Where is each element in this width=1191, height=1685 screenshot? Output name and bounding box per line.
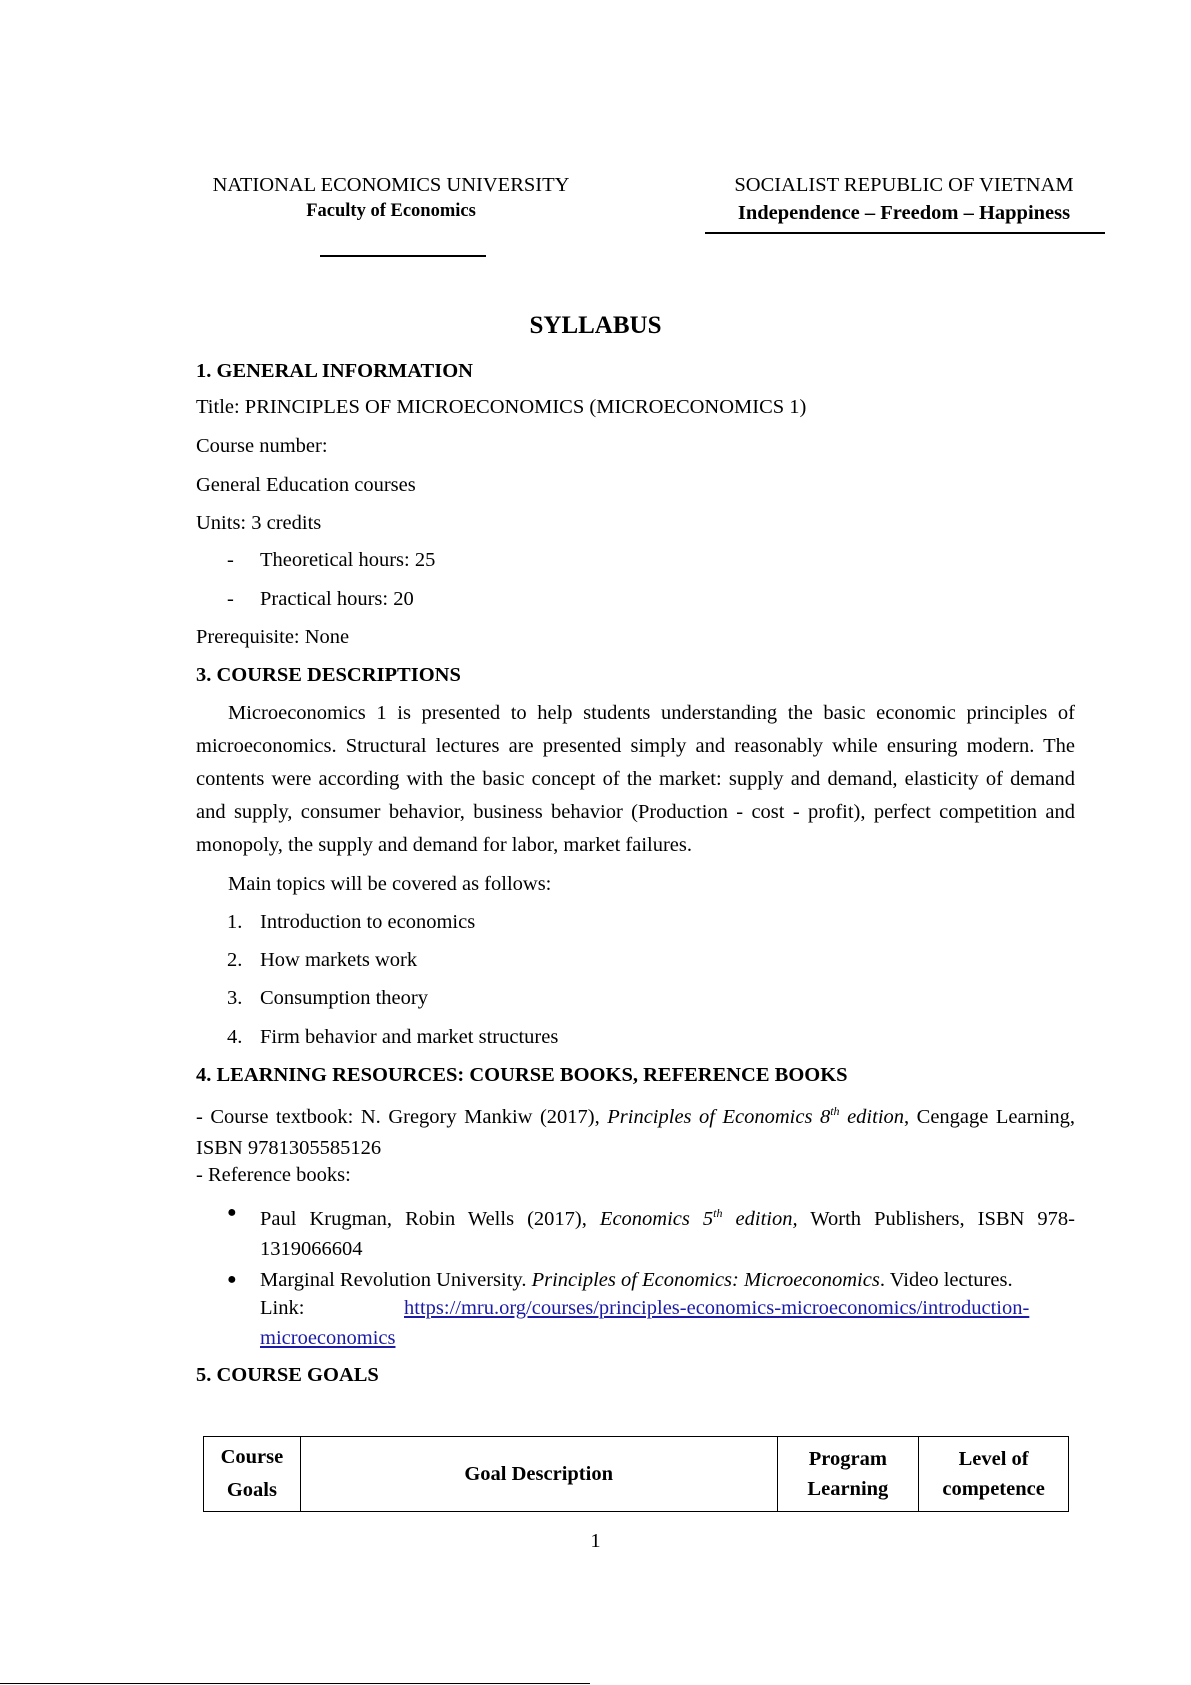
ref2-link-label: Link: [260,1297,305,1319]
bottom-divider [0,1683,590,1684]
reference-item-krugman [260,1198,1075,1264]
section-heading-descriptions: 3. COURSE DESCRIPTIONS [196,664,461,686]
faculty-name: Faculty of Economics [306,201,476,221]
country-name: SOCIALIST REPUBLIC OF VIETNAM [734,174,1074,196]
page-number: 1 [590,1530,601,1552]
ref1-superscript: th [713,1206,723,1220]
textbook-prefix: - Course textbook: N. Gregory Mankiw (2017), [196,1105,608,1128]
textbook-title: Principles of Economics 8 [607,1105,831,1128]
bullet-icon: ● [227,1271,237,1288]
col-course-goals [204,1437,301,1512]
col-course-goals-line2: Goals [226,1479,277,1501]
col-course-goals-line1: Course [220,1446,284,1468]
prerequisite-line: Prerequisite: None [196,626,350,648]
reference-item-mru [260,1265,1075,1295]
course-description-paragraph: Microeconomics 1 is presented to help students understanding the basic economic principles of microeconomics. Structural lectures are presented simply and reasonably while ensuring modern. The contents were according with the basic concept of the market: supply and demand, elasticity of demand and supply, consumer behavior, business behavior (Production - cost - profit), perfect competition and monopoly, the supply and demand for labor, market failures. [196,702,1075,856]
mru-course-link-line1[interactable]: https://mru.org/courses/principles-economics-microeconomics/introduction- [404,1297,1030,1319]
dash-bullet: - [227,588,234,610]
section-heading-goals: 5. COURSE GOALS [196,1364,379,1386]
textbook-superscript: th [830,1104,840,1118]
topic-item: Consumption theory [260,987,428,1009]
textbook-suffix: , Cengage Learning, ISBN 9781305585126 [196,1105,1076,1159]
ref2-prefix: Marginal Revolution University. [260,1269,532,1291]
topic-number: 3. [227,987,243,1009]
bullet-icon: ● [227,1204,237,1221]
mru-course-link-line2[interactable]: microeconomics [260,1327,396,1349]
ref1-title: Economics 5 [599,1207,714,1230]
topic-number: 2. [227,949,243,971]
topic-item: Introduction to economics [260,911,476,933]
national-motto: Independence – Freedom – Happiness [737,202,1071,224]
col-goal-description: Goal Description [300,1437,777,1512]
university-header [196,172,586,224]
course-textbook [196,1096,1075,1164]
col-level-line1: Level of [958,1448,1029,1470]
section-heading-general: 1. GENERAL INFORMATION [196,360,473,382]
ref1-suffix: Worth Publishers, ISBN 978-1319066604 [260,1207,1075,1260]
textbook-edition: edition [839,1105,905,1128]
col-level-line2: competence [942,1478,1045,1500]
header-left-divider [320,255,486,257]
reference-books-label: - Reference books: [196,1164,351,1186]
page-title: SYLLABUS [529,312,662,339]
section-heading-resources: 4. LEARNING RESOURCES: COURSE BOOKS, REFERENCE BOOKS [196,1064,848,1086]
header-right-divider [705,232,1105,234]
table-header-row [204,1437,1069,1512]
col-program-learning [777,1437,919,1512]
ref1-edition: edition, [722,1207,798,1230]
dash-bullet: - [227,549,234,571]
topic-number: 4. [227,1026,243,1048]
col-program-line1: Program [808,1448,887,1470]
col-program-line2: Learning [807,1478,889,1500]
ref2-title: Principles of Economics: Microeconomics [531,1269,880,1291]
university-name: NATIONAL ECONOMICS UNIVERSITY [212,174,570,196]
course-title-line: Title: PRINCIPLES OF MICROECONOMICS (MICROECONOMICS 1) [196,396,807,418]
topic-item: Firm behavior and market structures [260,1026,559,1048]
topics-intro: Main topics will be covered as follows: [228,873,552,895]
col-level-of-competence [919,1437,1069,1512]
topic-item: How markets work [260,949,418,971]
units-line: Units: 3 credits [196,512,322,534]
course-category-line: General Education courses [196,474,416,496]
course-number-line: Course number: [196,435,328,457]
course-goals-table [203,1436,1069,1512]
theoretical-hours: Theoretical hours: 25 [260,549,436,571]
ref2-suffix: . Video lectures. [879,1269,1013,1291]
topic-number: 1. [227,911,243,933]
national-header [705,172,1103,228]
practical-hours: Practical hours: 20 [260,588,414,610]
ref1-prefix: Paul Krugman, Robin Wells (2017), [260,1207,600,1230]
